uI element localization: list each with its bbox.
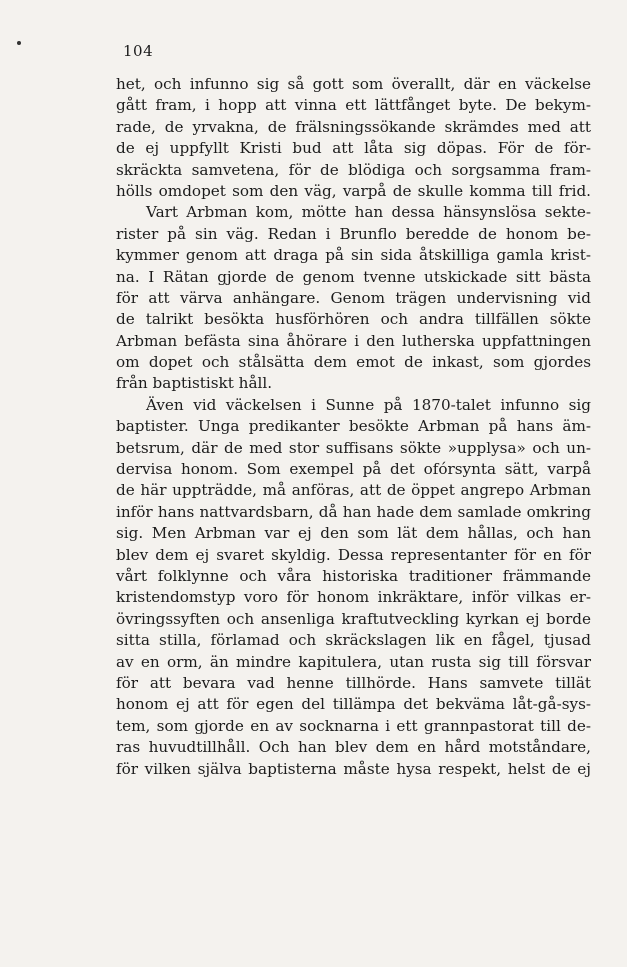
- page-number: 104: [123, 42, 154, 60]
- text-line: blev dem ej svaret skyldig. Dessa representanter för en för: [116, 545, 591, 564]
- text-line: för vilken själva baptisterna måste hysa respekt, helst de ej: [116, 759, 591, 778]
- text-line: om dopet och stålsätta dem emot de inkast, som gjordes: [116, 353, 591, 372]
- text-line: betsrum, där de med stor suffisans sökte »upplysa» och un-: [116, 438, 591, 457]
- text-line: rade, de yrvakna, de frälsningssökande skrämdes med att: [116, 117, 591, 136]
- text-line: inför hans nattvardsbarn, då han hade dem samlade omkring: [116, 502, 591, 521]
- text-line: Arbman befästa sina åhörare i den lutherska uppfattningen: [116, 331, 591, 350]
- text-line: de ej uppfyllt Kristi bud att låta sig döpas. För de för-: [116, 139, 591, 158]
- text-line: honom ej att för egen del tillämpa det bekväma låt-gå-sys-: [116, 695, 591, 714]
- text-line: tem, som gjorde en av socknarna i ett grannpastorat till de-: [116, 716, 591, 735]
- text-line: kymmer genom att draga på sin sida åtskilliga gamla krist-: [116, 246, 591, 265]
- text-line: av en orm, än mindre kapitulera, utan rusta sig till försvar: [116, 652, 591, 671]
- text-line: kristendomstyp voro för honom inkräktare, inför vilkas er-: [116, 588, 591, 607]
- text-line: Även vid väckelsen i Sunne på 1870-talet infunno sig: [146, 395, 591, 414]
- text-line: baptister. Unga predikanter besökte Arbman på hans äm-: [116, 417, 591, 436]
- text-line: gått fram, i hopp att vinna ett lättfånget byte. De bekym-: [116, 96, 591, 115]
- text-line: sig. Men Arbman var ej den som lät dem hållas, och han: [116, 524, 591, 543]
- text-line: dervisa honom. Som exempel på det ofórsynta sätt, varpå: [116, 460, 591, 479]
- margin-dot: [17, 41, 21, 45]
- body-text: [116, 74, 591, 780]
- text-line: hölls omdopet som den väg, varpå de skulle komma till frid.: [116, 181, 591, 200]
- text-line: het, och infunno sig så gott som överallt, där en väckelse: [116, 75, 591, 93]
- text-line: ras huvudtillhåll. Och han blev dem en hård motståndare,: [116, 738, 591, 757]
- text-line: från baptistiskt håll.: [116, 374, 273, 393]
- text-line: Vart Arbman kom, mötte han dessa hänsynslösa sekte-: [146, 203, 591, 222]
- text-line: rister på sin väg. Redan i Brunflo beredde de honom be-: [116, 224, 591, 243]
- text-line: sitta stilla, förlamad och skräckslagen lik en fågel, tjusad: [116, 631, 591, 650]
- text-line: vårt folklynne och våra historiska traditioner främmande: [116, 566, 591, 585]
- text-line: skräckta samvetena, för de blödiga och sorgsamma fram-: [116, 160, 591, 179]
- text-line: övringssyften och ansenliga kraftutveckling kyrkan ej borde: [116, 609, 591, 628]
- text-line: de här uppträdde, må anföras, att de öppet angrepo Arbman: [116, 481, 591, 500]
- text-line: de talrikt besökta husförhören och andra tillfällen sökte: [116, 310, 591, 329]
- text-line: för att bevara vad henne tillhörde. Hans samvete tillät: [116, 673, 591, 692]
- text-line: na. I Rätan gjorde de genom tvenne utskickade sitt bästa: [116, 267, 591, 286]
- text-line: för att värva anhängare. Genom trägen undervisning vid: [116, 288, 591, 307]
